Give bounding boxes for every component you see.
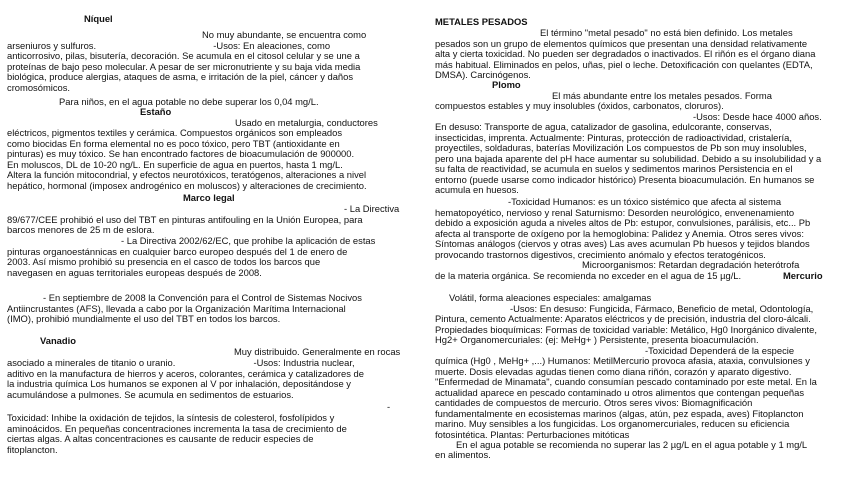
plomo-line: entorno (puede usarse como indicador histórico) Presenta bioacumulación. En humanos se	[435, 173, 815, 185]
plomo-line: El más abundante entre los metales pesados. Forma	[552, 89, 772, 101]
marco-legal-line: barcos menores de 25 m de eslora.	[7, 224, 155, 235]
mercurio-line: química (Hg0 , MeHg+ ,...) Humanos: MetilMercurio provoca afasia, ataxia, convulsiones y	[435, 355, 810, 366]
mercurio-line: marino. Muy sensibles a los fungicidas. Los organomercuriales, reducen su eficiencia	[435, 418, 790, 429]
mercurio-line: Hg2+ Organomercuriales: (ej: MeHg+ ) Persistente, presenta bioacumulación.	[435, 334, 759, 345]
plomo-line: acumula en huesos.	[435, 184, 519, 195]
vanadio-line: acumulándose a pulmones. Se acumula en sedimentos de estuarios.	[7, 388, 294, 400]
niquel-line: proteínas de bajo peso molecular. A pesar de ser micronutriente y su baja vida media	[7, 60, 361, 72]
marco-legal-line: pinturas organoestánnicas en cualquier barco europeo después del 1 de enero de	[7, 245, 348, 257]
plomo-line: -Toxicidad Humanos: es un tóxico sistémico que afecta al sistema	[508, 196, 782, 207]
plomo-line: su falta de reactividad, se acumula en suelos y sedimentos marinos Persistencia en el	[435, 163, 793, 174]
metales-heading: METALES PESADOS	[435, 16, 528, 27]
mercurio-line: -Usos: En desuso: Fungicida, Fármaco, Beneficio de metal, Odontología,	[510, 302, 814, 314]
plomo-line: hematopoyético, nervioso y renal Saturnismo: Desorden neurológico, envenenamiento	[435, 206, 795, 218]
plomo-heading: Plomo	[492, 79, 521, 90]
estano-line: hepático, hormonal (imposex androgénico en moluscos) y alteraciones de crecimiento.	[7, 179, 367, 191]
marco-legal-line: (IMO), prohibió mundialmente el uso del TBT en todos los barcos.	[7, 313, 281, 324]
estano-heading: Estaño	[140, 106, 172, 117]
niquel-line: anticorrosivo, pilas, bisutería, decoración. Se acumula en el citosol celular y se une a	[7, 50, 360, 61]
niquel-line: arseniuros y sulfuros. -Usos: En aleaciones, como	[7, 39, 331, 51]
mercurio-line: Pintura, cemento Actualmente: Aparatos eléctricos y de precisión, industria del cloro-álcali.	[435, 313, 811, 324]
metales-line: más habitual. Eliminados en pelos, uñas, piel o leche. Detoxificación con quelantes (EDTA,	[435, 58, 813, 70]
vanadio-line: -	[387, 401, 391, 412]
niquel-line: biológica, produce alergias, ataques de asma, e irritación de la piel, cáncer y daños	[7, 71, 354, 82]
estano-line: pinturas) es muy tóxico. Se han encontrado factores de bioacumulación de 900000.	[7, 148, 355, 159]
plomo-line: Síntomas análogos (ciervos y otras aves) Las aves acumulan Pb huesos y tejidos blandos	[435, 238, 810, 249]
plomo-line: compuestos estables y muy insolubles (óxidos, carbonatos, cloruros).	[435, 100, 724, 111]
metales-line: El término "metal pesado" no está bien definido. Los metales	[540, 27, 793, 38]
mercurio-heading: Mercurio	[783, 269, 823, 281]
marco-legal-line: - En septiembre de 2008 la Convención para el Control de Sistemas Nocivos	[43, 292, 362, 303]
estano-line: como biocidas En forma elemental no es poco tóxico, pero TBT (antioxidante en	[7, 137, 340, 149]
estano-line: Altera la función mitocondrial, y efectos neurotóxicos, teratógenos, alteraciones a nivel	[7, 169, 367, 180]
plomo-line: provocando trastornos digestivos, crecimiento anómalo y efectos teratogénicos.	[435, 248, 766, 260]
vanadio-line: la industria química Los humanos se exponen al V por inhalación, depositándose y	[7, 378, 351, 389]
vanadio-line: Muy distribuido. Generalmente en rocas	[234, 345, 401, 357]
estano-line: eléctricos, pigmentos textiles y cerámica. Compuestos orgánicos son empleados	[7, 127, 343, 138]
mercurio-line: actualidad aparece en pescado contaminado u otros alimentos que contengan pequeñas	[435, 386, 805, 398]
marco-legal-line: Antiincrustantes (AFS), llevada a cabo por la Organización Marítima Internacional	[7, 302, 346, 314]
marco-legal-line: 2003. Así mismo prohibió su presencia en el casco de todos los barcos que	[7, 256, 321, 267]
niquel-line: No muy abundante, se encuentra como	[202, 29, 367, 40]
vanadio-line: aditivo en la manufactura de hierros y aceros, colorantes, cerámica y catalizadores de	[7, 367, 364, 379]
marco-legal-line: - La Directiva 2002/62/EC, que prohibe la aplicación de estas	[121, 235, 376, 246]
vanadio-line: aminoácidos. En pequeñas concentraciones incrementa la tasa de crecimiento de	[7, 422, 347, 434]
vanadio-line: ciertas algas. A altas concentraciones es causante de reducir especies de	[7, 433, 314, 444]
mercurio-line: -Toxicidad Dependerá de la especie	[645, 344, 795, 356]
plomo-line: insecticidas, imprenta. Actualmente: Pinturas, protección de radioactividad, cristalería,	[435, 131, 792, 143]
marco-legal-line: navegasen en aguas territoriales europeas después de 2008.	[7, 266, 262, 278]
vanadio-line: Toxicidad: Inhibe la oxidación de tejidos, la síntesis de colesterol, fosfolípidos y	[7, 412, 335, 423]
plomo-line: afecta al transporte de oxígeno por la hemoglobina: Palidez y Anemia. Otros seres vivos:	[435, 227, 804, 239]
plomo-line: -Usos: Desde hace 4000 años.	[693, 110, 822, 122]
plomo-line: debido a exposición aguda a niveles altos de Pb: estupor, convulsiones, parálisis, etc... Pb	[435, 217, 811, 228]
mercurio-line: muerte. Dosis elevadas agudas tienen como diana riñón, corazón y aparato digestivo.	[435, 365, 792, 377]
mercurio-line: En el agua potable se recomienda no superar las 2 µg/L en el agua potable y 1 mg/L	[456, 438, 808, 450]
estano-line: En moluscos, DL de 10-20 ng/L. En superficie de agua en puertos, hasta 1 mg/L.	[7, 158, 343, 170]
plomo-line: de la materia orgánica. Se recomienda no exceder en el agua de 15 µg/L.	[435, 269, 742, 281]
plomo-line: En desuso: Transporte de agua, catalizador de gasolina, edulcorante, conservas,	[435, 121, 772, 132]
plomo-line: pero una bajada aparente del pH hace aumentar su solubilidad. Debido a su insolubilidad y a	[435, 152, 822, 164]
mercurio-line: fundamentalmente en ecosistemas marinos (algas, atún, pez espada, aves) Fitoplancton	[435, 407, 804, 419]
vanadio-line: fitoplancton.	[7, 443, 58, 455]
mercurio-line: cantidades de compuestos de mercurio. Otros seres vivos: Biomagnificación	[435, 397, 753, 408]
metales-line: alta y cierta toxicidad. No pueden ser degradados o inactivados. El riñón es el órgano diana	[435, 48, 816, 59]
plomo-line: proyectiles, soldaduras, baterías Movilización Los compuestos de Pb son muy insolubles,	[435, 142, 807, 153]
mercurio-line: fotosintética. Plantas: Perturbaciones mitóticas	[435, 428, 630, 440]
mercurio-line: Volátil, forma aleaciones especiales: amalgamas	[449, 292, 652, 303]
niquel-line: cromosómicos.	[7, 81, 71, 93]
estano-line: Usado en metalurgia, conductores	[235, 116, 378, 128]
metales-line: DMSA). Carcinógenos.	[435, 69, 531, 80]
marco-legal-line: - La Directiva	[344, 203, 400, 214]
marco-legal-line: 89/677/CEE prohibió el uso del TBT en pinturas antifouling en la Unión Europea, para	[7, 213, 363, 225]
plomo-line: Microorganismos: Retardan degradación heterótrofa	[582, 259, 800, 270]
mercurio-line: Propiedades bioquímicas: Formas de toxicidad variable: Metálico, Hg0 Inorgánico divalente,	[435, 323, 817, 335]
metales-line: pesados son un grupo de elementos químicos que presentan una densidad relativamente	[435, 37, 808, 49]
niquel-line: Para niños, en el agua potable no debe superar los 0,04 mg/L.	[59, 96, 319, 107]
mercurio-line: en alimentos.	[435, 449, 491, 460]
marco-legal-heading: Marco legal	[183, 192, 235, 203]
vanadio-line: asociado a minerales de titanio o uranio. -Usos: Industria nuclear,	[7, 357, 355, 368]
niquel-heading: Níquel	[84, 13, 113, 24]
vanadio-heading: Vanadio	[40, 335, 76, 346]
mercurio-line: "Enfermedad de Minamata", cuando consumían pescado contaminado por este metal. En la	[435, 376, 817, 387]
